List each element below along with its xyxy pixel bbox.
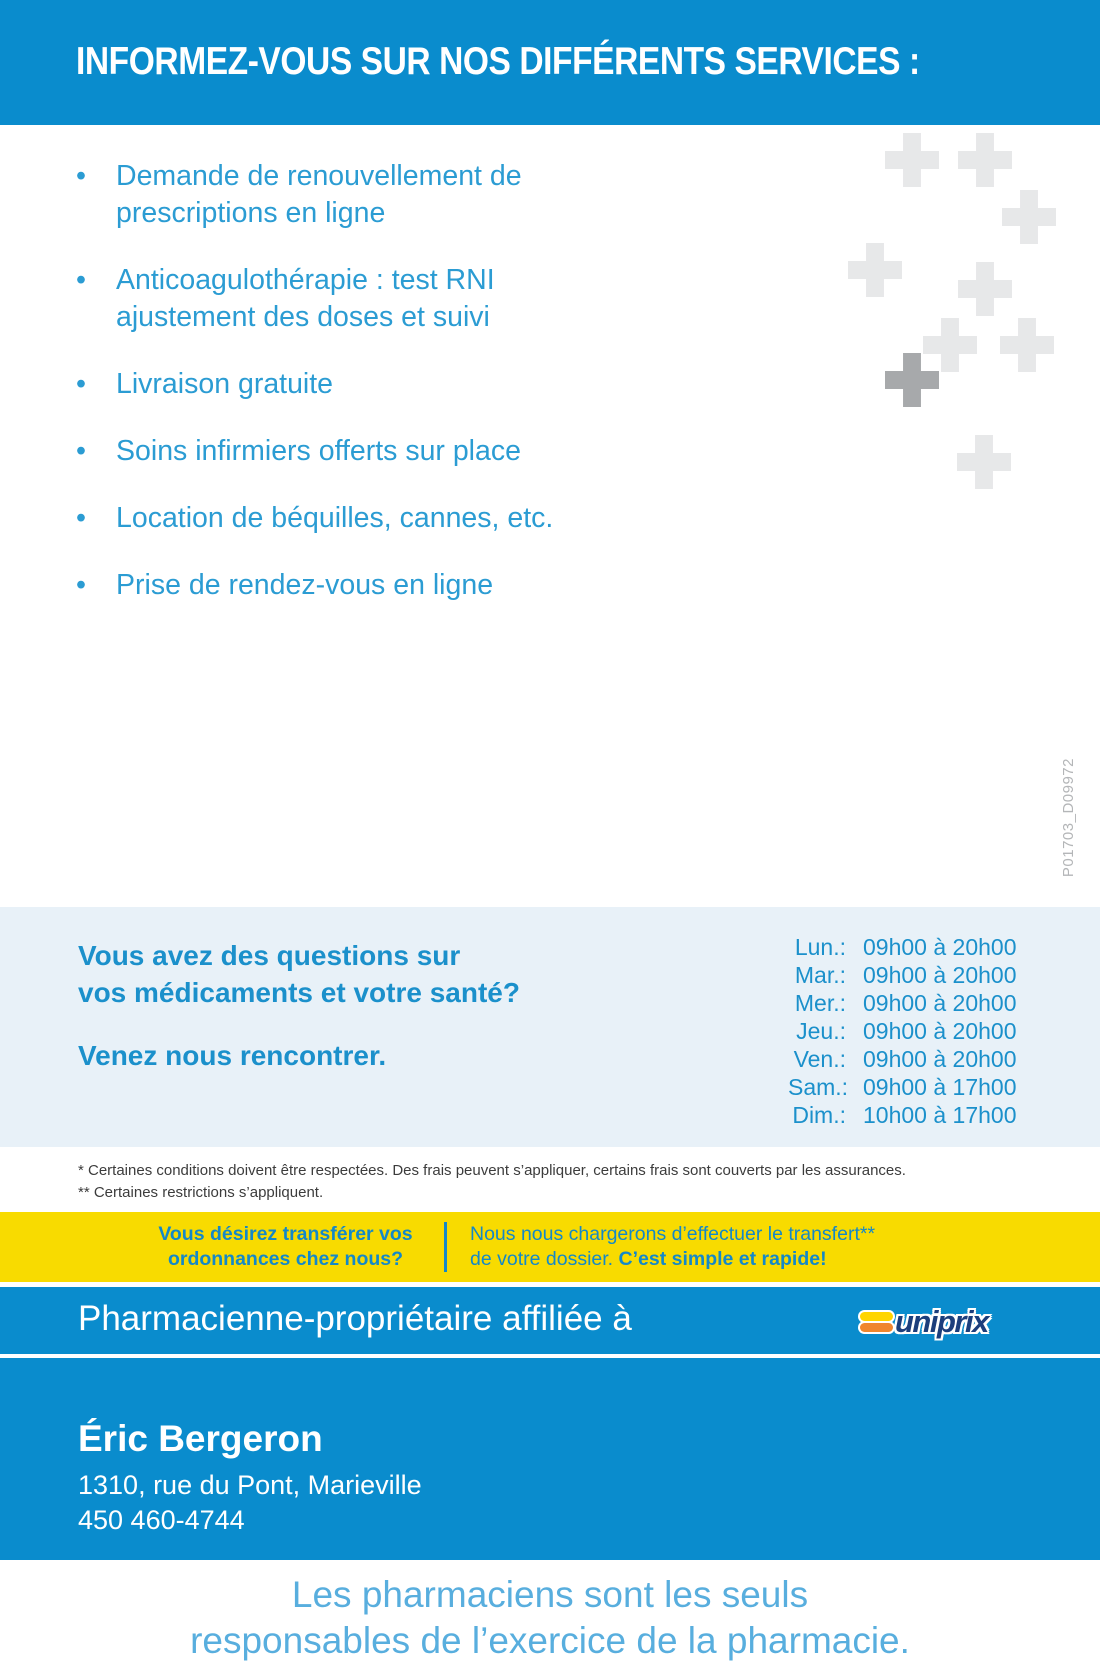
plus-decoration-icon (885, 133, 939, 187)
plus-decoration-icon (957, 435, 1011, 489)
hours-day: Lun.: (794, 934, 846, 960)
opening-hours (788, 933, 1017, 1129)
plus-decoration-icon (848, 243, 902, 297)
disclaimer-block (78, 1160, 1038, 1204)
plus-decoration-icon (958, 133, 1012, 187)
plus-decoration-icon (958, 262, 1012, 316)
owner-band (0, 1358, 1100, 1560)
hours-day: Ven.: (793, 1046, 846, 1072)
hours-time: 09h00 à 20h00 (863, 1018, 1017, 1044)
hours-day: Sam.: (788, 1074, 849, 1100)
bullet-icon: • (76, 264, 86, 296)
bullet-icon: • (76, 160, 86, 192)
plus-decoration-icon (923, 318, 977, 372)
questions-heading: Vous avez des questions sur vos médicaments et votre santé? (78, 940, 520, 1008)
page-title: INFORMEZ-VOUS SUR NOS DIFFÉRENTS SERVICES : (76, 40, 920, 83)
hours-time: 09h00 à 17h00 (863, 1074, 1017, 1100)
affiliation-band (0, 1287, 1100, 1354)
service-item-renouvellement (76, 158, 716, 232)
service-item-rendez-vous (76, 567, 716, 604)
meet-us-text: Venez nous rencontrer. (78, 1040, 387, 1071)
bullet-icon: • (76, 502, 86, 534)
transfer-answer: Nous nous chargerons d’effectuer le transfert** de votre dossier. C’est simple et rapide! (470, 1223, 876, 1270)
legal-footer: Les pharmaciens sont les seuls responsables de l’exercice de la pharmacie. (190, 1574, 910, 1661)
service-text: Demande de renouvellement de prescriptions en ligne (116, 160, 522, 229)
header-band (0, 0, 1100, 125)
disclaimer-conditions: * Certaines conditions doivent être respectées. Des frais peuvent s’appliquer, certains frais sont couverts par les assurances. (78, 1162, 906, 1179)
service-text: Prise de rendez-vous en ligne (116, 569, 494, 601)
uniprix-bar-yellow-icon (860, 1312, 893, 1321)
hours-day: Mer.: (794, 990, 846, 1016)
hours-time: 09h00 à 20h00 (863, 990, 1017, 1016)
plus-decoration-icon (1000, 318, 1054, 372)
hours-day: Mar.: (794, 962, 846, 988)
service-item-livraison (76, 366, 716, 403)
service-item-location (76, 500, 716, 537)
affiliation-label: Pharmacienne-propriétaire affiliée à (78, 1299, 632, 1338)
owner-address: 1310, rue du Pont, Marieville (78, 1470, 422, 1500)
bullet-icon: • (76, 569, 86, 601)
hours-day: Jeu.: (796, 1018, 846, 1044)
disclaimer-restrictions: ** Certaines restrictions s’appliquent. (78, 1184, 324, 1201)
uniprix-logo-bars-icon (860, 1312, 893, 1332)
uniprix-bar-orange-icon (860, 1323, 893, 1332)
hours-time: 09h00 à 20h00 (863, 934, 1017, 960)
transfer-question: Vous désirez transférer vos ordonnances chez nous? (158, 1223, 413, 1270)
hours-time: 10h00 à 17h00 (863, 1102, 1017, 1128)
owner-name: Éric Bergeron (78, 1418, 323, 1459)
plus-decoration-dark-icon (885, 353, 939, 407)
service-item-soins-infirmiers (76, 433, 716, 470)
info-band (0, 907, 1100, 1147)
service-text: Anticoagulothérapie : test RNI ajustement des doses et suivi (116, 264, 495, 333)
service-text: Soins infirmiers offerts sur place (116, 435, 521, 467)
services-list (76, 158, 716, 634)
hours-time: 09h00 à 20h00 (863, 1046, 1017, 1072)
owner-phone: 450 460-4744 (78, 1505, 245, 1535)
hours-time: 09h00 à 20h00 (863, 962, 1017, 988)
service-text: Livraison gratuite (116, 368, 334, 400)
transfer-band (0, 1212, 1100, 1282)
uniprix-wordmark: uniprix (895, 1304, 988, 1339)
uniprix-logo (860, 1304, 988, 1340)
hours-day: Dim.: (792, 1102, 846, 1128)
plus-decoration-icon (1002, 190, 1056, 244)
service-item-anticoagulotherapie (76, 262, 716, 336)
bullet-icon: • (76, 368, 86, 400)
service-text: Location de béquilles, cannes, etc. (116, 502, 554, 534)
vertical-divider (444, 1222, 447, 1272)
product-code: P01703_D09972 (1060, 758, 1077, 878)
bullet-icon: • (76, 435, 86, 467)
